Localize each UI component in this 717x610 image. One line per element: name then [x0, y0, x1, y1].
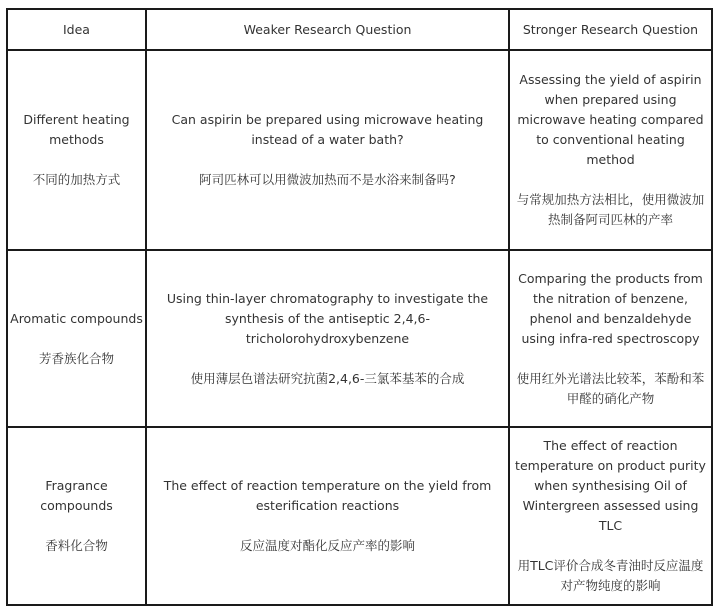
idea-chinese: 不同的加热方式 — [32, 172, 121, 187]
table-row — [7, 250, 712, 427]
research-question-table — [6, 8, 713, 606]
idea-english: Different heating methods — [23, 112, 130, 147]
header-idea: Idea — [7, 9, 146, 50]
weaker-question-cell — [146, 50, 509, 250]
idea-chinese: 芳香族化合物 — [38, 350, 114, 366]
stronger-question-chinese: 用TLC评价合成冬青油时反应温度对产物纯度的影响 — [517, 558, 704, 593]
idea-cell — [7, 427, 146, 605]
weaker-question-english: Using thin-layer chromatography to investigate the synthesis of the antiseptic 2,4,6-tricholorohydroxybenzene — [166, 290, 489, 346]
weaker-question-cell — [146, 250, 509, 427]
stronger-question-english: The effect of reaction temperature on product purity when synthesising Oil of Wintergreen assessed using TLC — [515, 438, 706, 533]
idea-cell — [7, 250, 146, 427]
idea-english: Fragrance compounds — [40, 478, 113, 513]
idea-chinese: 香料化合物 — [45, 538, 108, 553]
header-stronger-question: Stronger Research Question — [509, 9, 712, 50]
stronger-question-english: Assessing the yield of aspirin when prepared using microwave heating compared to conventional heating method — [517, 72, 704, 167]
header-row — [7, 9, 712, 50]
weaker-question-chinese: 阿司匹林可以用微波加热而不是水浴来制备吗? — [199, 172, 456, 187]
idea-english: Aromatic compounds — [10, 310, 143, 326]
stronger-question-cell — [509, 250, 712, 427]
idea-cell — [7, 50, 146, 250]
stronger-question-chinese: 与常规加热方法相比，使用微波加热制备阿司匹林的产率 — [516, 192, 705, 227]
header-weaker-question: Weaker Research Question — [146, 9, 509, 50]
stronger-question-cell — [509, 50, 712, 250]
weaker-question-chinese: 使用薄层色谱法研究抗菌2,4,6-三氯苯基苯的合成 — [190, 370, 465, 386]
weaker-question-chinese: 反应温度对酯化反应产率的影响 — [239, 538, 415, 553]
weaker-question-english: The effect of reaction temperature on the yield from esterification reactions — [163, 478, 492, 513]
table-row — [7, 50, 712, 250]
weaker-question-cell — [146, 427, 509, 605]
stronger-question-cell — [509, 427, 712, 605]
table-row — [7, 427, 712, 605]
weaker-question-english: Can aspirin be prepared using microwave heating instead of a water bath? — [171, 112, 484, 147]
stronger-question-english: Comparing the products from the nitration of benzene, phenol and benzaldehyde using infra-red spectroscopy — [518, 270, 703, 346]
stronger-question-chinese: 使用红外光谱法比较苯，苯酚和苯甲醛的硝化产物 — [516, 370, 705, 406]
